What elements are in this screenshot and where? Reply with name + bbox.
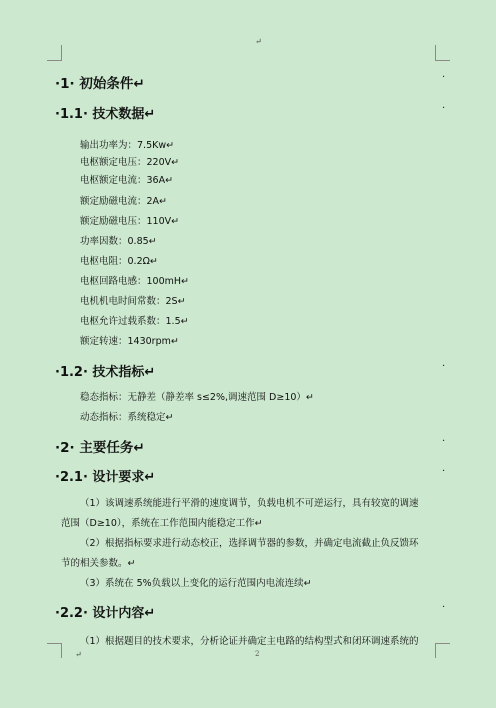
- right-dot: ·: [442, 602, 446, 613]
- right-dot: ·: [442, 72, 446, 83]
- requirement-line[interactable]: （2）根据指标要求进行动态校正，选择调节器的参数，并确定电流截止负反馈环: [80, 538, 419, 549]
- param-line[interactable]: 功率因数：0.85↵: [80, 236, 157, 247]
- param-line[interactable]: 电枢允许过载系数：1.5↵: [80, 316, 189, 327]
- param-line[interactable]: 额定励磁电流：2A↵: [80, 196, 168, 207]
- heading-1-2[interactable]: ·1.2· 技术指标↵: [55, 365, 156, 380]
- requirement-line[interactable]: （1）该调速系统能进行平滑的速度调节，负载电机不可逆运行，具有较宽的调速: [80, 498, 419, 509]
- indicator-line[interactable]: 稳态指标：无静差（静差率 s≤2%,调速范围 D≥10）↵: [80, 392, 314, 403]
- heading-1[interactable]: ·1· 初始条件↵: [55, 76, 145, 92]
- footer-paragraph-mark: ↵: [75, 650, 82, 659]
- heading-2-2[interactable]: ·2.2· 设计内容↵: [55, 606, 156, 621]
- header-paragraph-mark: ↵: [255, 37, 262, 46]
- param-line[interactable]: 额定转速：1430rpm↵: [80, 336, 179, 347]
- requirement-line[interactable]: （3）系统在 5%负载以上变化的运行范围内电流连续↵: [80, 578, 312, 589]
- right-dot: ·: [442, 466, 446, 477]
- indicator-line[interactable]: 动态指标：系统稳定↵: [80, 412, 174, 423]
- requirement-line[interactable]: 节的相关参数。↵: [61, 558, 136, 569]
- param-line[interactable]: 电枢额定电压：220V↵: [80, 157, 180, 168]
- content-line[interactable]: （1）根据题目的技术要求，分析论证并确定主电路的结构型式和闭环调速系统的: [80, 636, 419, 647]
- heading-2-1[interactable]: ·2.1· 设计要求↵: [55, 470, 156, 485]
- param-line[interactable]: 电枢电阻：0.2Ω↵: [80, 256, 158, 267]
- param-line[interactable]: 电枢额定电流：36A↵: [80, 175, 174, 186]
- param-line[interactable]: 输出功率为：7.5Kw↵: [80, 140, 175, 151]
- param-line[interactable]: 电枢回路电感：100mH↵: [80, 276, 189, 287]
- param-line[interactable]: 电机机电时间常数：2S↵: [80, 296, 186, 307]
- page-number: 2: [255, 650, 260, 658]
- heading-2[interactable]: ·2· 主要任务↵: [55, 440, 145, 456]
- heading-1-1[interactable]: ·1.1· 技术数据↵: [55, 107, 156, 122]
- right-dot: ·: [442, 103, 446, 114]
- requirement-line[interactable]: 范围（D≥10），系统在工作范围内能稳定工作↵: [61, 518, 263, 529]
- param-line[interactable]: 额定励磁电压：110V↵: [80, 216, 180, 227]
- right-dot: ·: [442, 361, 446, 372]
- right-dot: ·: [442, 436, 446, 447]
